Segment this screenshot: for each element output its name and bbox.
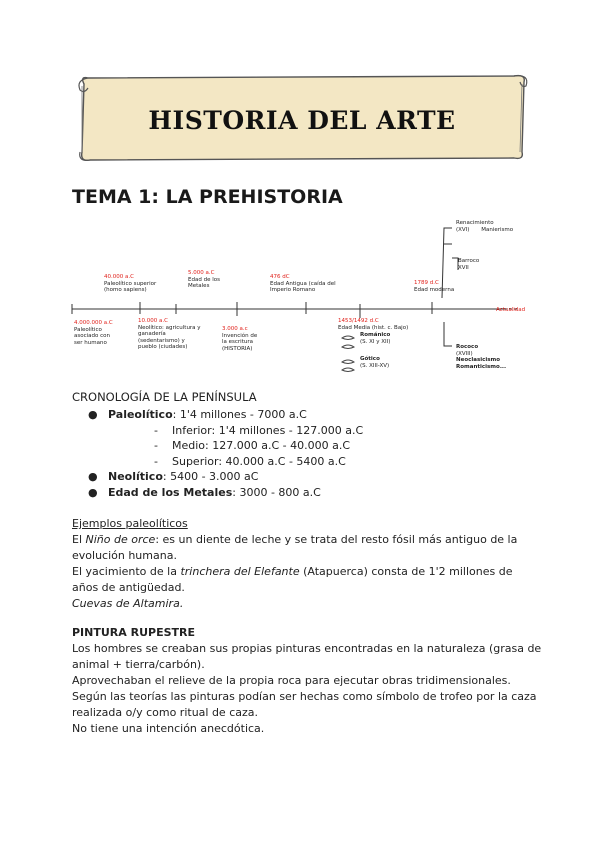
- modern-style: [456, 344, 506, 370]
- example-paragraph: El Niño de orce: es un diente de leche y se trata del resto fósil más antiguo de la evolución humana.: [72, 533, 518, 562]
- timeline-event: [188, 270, 220, 290]
- event-label: Edad de los: [188, 276, 220, 283]
- style-name: Neoclasicismo: [456, 357, 501, 364]
- period-name: Paleolítico: [108, 408, 173, 421]
- event-label: (sedentarismo) y: [138, 337, 185, 344]
- event-date: 40.000 a.C: [104, 274, 134, 280]
- now-label: Actualidad: [496, 307, 526, 313]
- subperiod-text: Inferior: 1'4 millones - 127.000 a.C: [172, 423, 364, 437]
- medieval-style: [360, 356, 389, 369]
- rock-art-heading: PINTURA RUPESTRE: [72, 626, 195, 639]
- event-date: 4.000.000 a.C: [74, 320, 113, 326]
- medieval-style: [360, 332, 390, 345]
- timeline-event: [74, 320, 113, 346]
- event-label: Invención de: [222, 332, 258, 339]
- style-extra: Manierismo: [481, 226, 514, 233]
- rock-art-line: No tiene una intención anecdótica.: [72, 722, 265, 735]
- event-date: 1453/1492 d.C: [338, 318, 379, 324]
- style-name: Barroco: [458, 258, 480, 264]
- style-century: (S. XIII-XV): [360, 362, 390, 369]
- event-label: ser humano: [74, 339, 107, 346]
- period-range: : 3000 - 800 a.C: [232, 485, 321, 499]
- style-name: Renacimiento: [456, 220, 494, 226]
- event-label: Edad moderna: [414, 286, 455, 293]
- subperiod-text: Medio: 127.000 a.C - 40.000 a.C: [172, 439, 350, 453]
- event-label: Imperio Romano: [270, 287, 316, 294]
- event-label: la escritura: [222, 339, 253, 346]
- event-label: Edad Antigua (caída del: [270, 280, 336, 287]
- example-paragraph: El yacimiento de la trinchera del Elefante (Atapuerca) consta de 1'2 millones de años de antigüedad.: [72, 565, 513, 594]
- period-name: Neolítico: [108, 470, 163, 484]
- event-label: pueblo (ciudades): [138, 344, 188, 351]
- event-date: 1789 d.C: [414, 280, 439, 286]
- timeline-event: [222, 326, 257, 352]
- style-name: Rococo: [456, 344, 479, 350]
- rock-art-section: [72, 625, 542, 737]
- event-label: Edad Media (hist. c. Bajo): [338, 324, 409, 331]
- prehistory-timeline: [70, 214, 530, 389]
- event-label: Paleolítico superior: [104, 280, 157, 287]
- title-banner: [74, 72, 530, 164]
- timeline-event: [104, 274, 156, 294]
- examples-heading: Ejemplos paleolíticos: [72, 517, 188, 530]
- event-label: Neolítico: agricultura y: [138, 324, 201, 331]
- event-label: Metales: [188, 283, 210, 290]
- subperiod-text: Superior: 40.000 a.C - 5400 a.C: [172, 454, 346, 468]
- event-label: Paleolítico: [74, 326, 102, 333]
- event-label: (homo sapiens): [104, 287, 147, 294]
- example-paragraph: Cuevas de Altamira.: [72, 597, 184, 610]
- modern-style: [456, 220, 513, 233]
- style-century: (XVIII): [456, 350, 473, 357]
- event-date: 10.000 a.C: [138, 318, 168, 324]
- period-range: : 1'4 millones - 7000 a.C: [172, 408, 307, 421]
- timeline-event: [338, 318, 408, 331]
- event-label: ganadería: [138, 331, 166, 338]
- topic-title: TEMA 1: LA PREHISTORIA: [72, 186, 343, 208]
- rock-art-line: Los hombres se creaban sus propias pinturas encontradas en la naturaleza (grasa de animal + tierra/carbón).: [72, 642, 542, 671]
- event-label: asociado con: [74, 333, 111, 340]
- timeline-event: [270, 274, 336, 294]
- examples-section: [72, 516, 542, 612]
- rock-art-line: Aprovechaban el relieve de la propia roca para ejecutar obras tridimensionales.: [72, 674, 511, 687]
- style-century: XVII: [458, 264, 469, 271]
- timeline-event: [138, 318, 201, 351]
- event-label: (HISTORIA): [222, 345, 253, 352]
- timeline-event: [414, 280, 454, 293]
- event-date: 5.000 a.C: [188, 270, 215, 276]
- style-name: Gótico: [360, 356, 380, 362]
- rock-art-line: Según las teorías las pinturas podían ser hechas como símbolo de trofeo por la caza realizada o/y como ritual de caza.: [72, 690, 537, 719]
- style-century: (S. XI y XII): [360, 338, 391, 345]
- period-range: : 5400 - 3.000 aC: [162, 470, 259, 484]
- event-date: 476 dC: [270, 274, 290, 280]
- chronology-heading: CRONOLOGÍA DE LA PENÍNSULA: [72, 390, 257, 404]
- event-date: 3.000 a.c: [222, 326, 248, 332]
- style-name: Románico: [360, 332, 391, 338]
- period-name: Edad de los Metales: [108, 485, 233, 499]
- modern-style: [458, 258, 479, 271]
- style-name: Romanticismo...: [456, 363, 507, 370]
- style-century: (XVI): [456, 226, 470, 233]
- banner-title: HISTORIA DEL ARTE: [148, 106, 456, 135]
